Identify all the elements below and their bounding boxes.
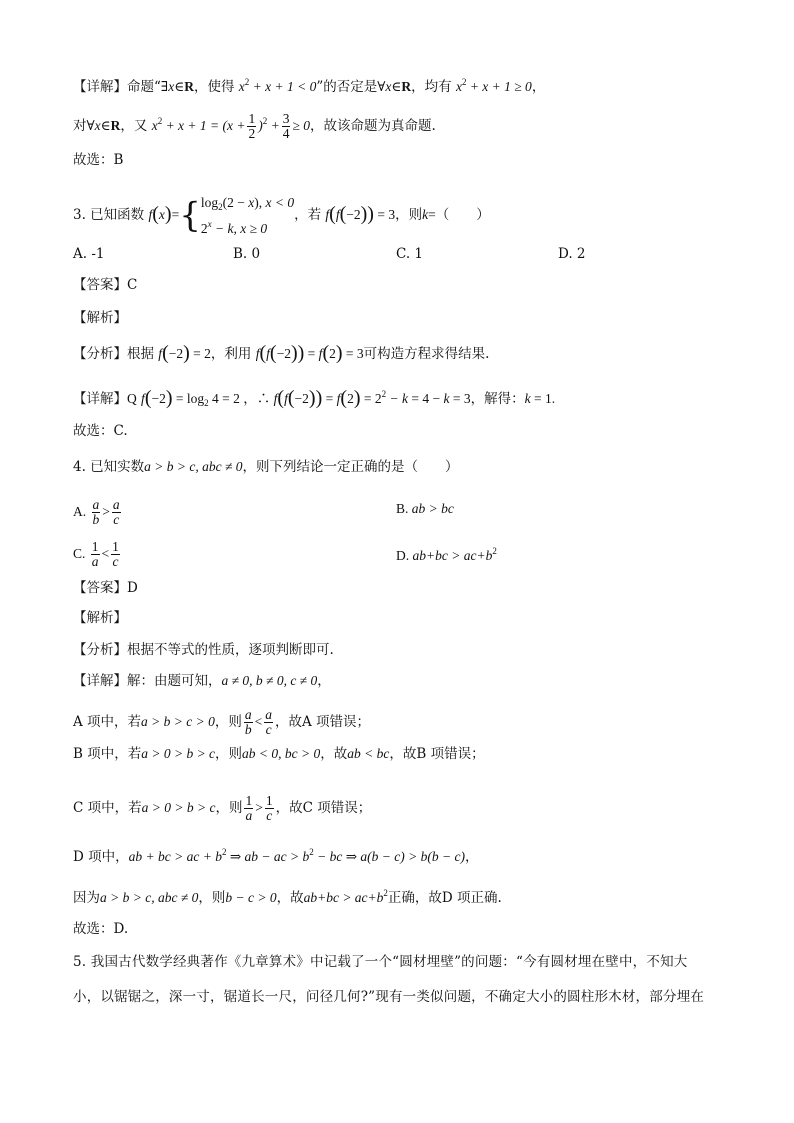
q4-option-a: A. $\frac{a}{b}$ > $\frac{a}{c}$ (73, 497, 120, 527)
q5-line-2: 小，以锯锯之，深一寸，锯道长一尺，问径几何?”现有一类似问题，不确定大小的圆柱形木材，部分埋在 (73, 989, 705, 1005)
q3-option-c: C. 1 (396, 246, 424, 262)
q4-item-c: C 项中，若a > 0 > b > c，则 $\frac{1}{a}$ > $\frac{1}{c}$ ，故C 项错误； (73, 793, 372, 823)
q3-analysis-tag: 【解析】 (73, 310, 127, 326)
q4-item-a: A 项中，若a > b > c > 0，则 $\frac{a}{b}$ < $\frac{a}{c}$ ，故A 项错误； (73, 707, 371, 737)
q5-line-1: 5. 我国古代数学经典著作《九章算术》中记载了一个“圆材埋壁”的问题：“今有圆材埋在壁中，不知大 (73, 954, 688, 970)
q4-option-d: D. $ab+bc > ac+b^2$ (396, 546, 497, 563)
q3-option-a: A. -1 (73, 246, 105, 262)
q4-question: 4. 已知实数a > b > c, abc ≠ 0，则下列结论一定正确的是（ ） (73, 459, 459, 475)
q2-proof-line: 对∀x∈R，又 $x^2 + x + 1 = (x$ + $\frac{1}{2}$ )$^2$ + $\frac{3}{4}$ ≥ 0，故该命题为真命题. (73, 111, 436, 141)
q3-detail: 【详解】Q $f(-2) = \log_2 4 = 2$ ，∴ $f(f(-2)) = f(2) = 2^2 - k = 4 - k = 3$，解得：k = 1. (73, 387, 556, 409)
q2-detail-line: 【详解】命题“∃x∈R，使得 $x^2 + x + 1 < 0$”的否定是∀x∈R，均有 $x^2 + x + 1 \ge 0$， (73, 77, 546, 95)
q3-option-d: D. 2 (558, 246, 586, 262)
q4-fenxi: 【分析】根据不等式的性质，逐项判断即可. (73, 642, 334, 658)
detail-tag: 【详解】 (73, 79, 127, 95)
q4-option-b: B. ab > bc (396, 501, 454, 516)
q4-analysis-tag: 【解析】 (73, 610, 127, 626)
q4-option-c: C. $\frac{1}{a}$ < $\frac{1}{c}$ (73, 539, 119, 569)
q4-detail: 【详解】解：由题可知，a ≠ 0, b ≠ 0, c ≠ 0， (73, 673, 331, 689)
q4-item-d: D 项中，ab + bc > ac + $b^2$ ⇒ ab − ac > $b^2$ − bc ⇒ a(b − c) > b(b − c)， (73, 847, 479, 865)
q4-because: 因为a > b > c, abc ≠ 0，则b − c > 0，故$ab+bc > ac+b^2$正确，故D 项正确. (73, 888, 502, 906)
q3-answer: 【答案】C (73, 277, 138, 293)
q4-choose: 故选：D. (73, 921, 129, 937)
q3-fenxi: 【分析】根据 f(−2) = 2，利用 f(f(−2)) = f(2) = 3可构造方程求得结果. (73, 342, 490, 364)
q3-option-b: B. 0 (233, 246, 261, 262)
q3-question: 3. 已知函数 f(x)={ $\log_2(2 - x)$, x < 0 $2^x - k$, x ≥ 0 ，若 f(f(−2)) = 3，则k=（ ） (73, 195, 490, 236)
q4-item-b: B 项中，若a > 0 > b > c，则ab < 0, bc > 0，故ab < bc，故B 项错误； (73, 746, 485, 762)
q2-choose: 故选：B (73, 152, 124, 168)
q4-answer: 【答案】D (73, 580, 138, 596)
q3-choose: 故选：C. (73, 423, 128, 439)
